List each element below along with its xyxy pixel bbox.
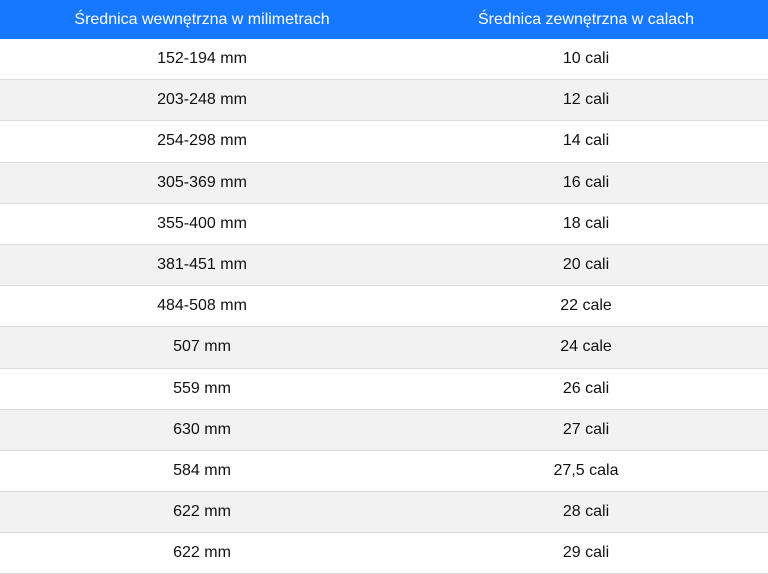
cell-outer-diameter: 10 cali [562, 50, 610, 68]
cell-outer-diameter: 27 cali [562, 420, 610, 438]
cell-inner-diameter: 152-194 mm [157, 50, 247, 68]
cell-inner-diameter: 622 mm [173, 544, 231, 562]
table-row [0, 39, 768, 80]
header-outer-diameter-inches: Średnica zewnętrzna w calach [477, 10, 695, 28]
table-row [0, 327, 768, 368]
cell-inner-diameter: 305-369 mm [157, 173, 247, 191]
table-row [0, 533, 768, 574]
cell-inner-diameter: 559 mm [173, 379, 231, 397]
cell-inner-diameter: 630 mm [173, 420, 231, 438]
cell-inner-diameter: 622 mm [173, 503, 231, 521]
cell-outer-diameter: 24 cale [560, 338, 612, 356]
cell-outer-diameter: 12 cali [562, 91, 610, 109]
header-inner-diameter-mm: Średnica wewnętrzna w milimetrach [74, 10, 330, 28]
cell-outer-diameter: 16 cali [562, 173, 610, 191]
table-row [0, 121, 768, 162]
table-row [0, 409, 768, 450]
table-body [0, 39, 768, 574]
cell-outer-diameter: 27,5 cala [553, 461, 619, 479]
cell-inner-diameter: 584 mm [173, 461, 231, 479]
table-header [0, 0, 768, 39]
cell-inner-diameter: 381-451 mm [157, 256, 247, 274]
cell-outer-diameter: 28 cali [562, 503, 610, 521]
cell-inner-diameter: 254-298 mm [157, 132, 247, 150]
table-row [0, 244, 768, 285]
table-row [0, 492, 768, 533]
cell-inner-diameter: 203-248 mm [157, 91, 247, 109]
table-row [0, 162, 768, 203]
cell-inner-diameter: 507 mm [173, 338, 231, 356]
cell-outer-diameter: 18 cali [562, 214, 610, 232]
cell-outer-diameter: 26 cali [562, 379, 610, 397]
table-row [0, 450, 768, 491]
table-header-row [0, 0, 768, 39]
table-row [0, 80, 768, 121]
cell-outer-diameter: 22 cale [560, 297, 612, 315]
cell-outer-diameter: 29 cali [562, 544, 610, 562]
table-row [0, 286, 768, 327]
cell-inner-diameter: 484-508 mm [157, 297, 247, 315]
cell-outer-diameter: 20 cali [562, 256, 610, 274]
cell-inner-diameter: 355-400 mm [157, 214, 247, 232]
table-row [0, 368, 768, 409]
table-row [0, 203, 768, 244]
cell-outer-diameter: 14 cali [562, 132, 610, 150]
